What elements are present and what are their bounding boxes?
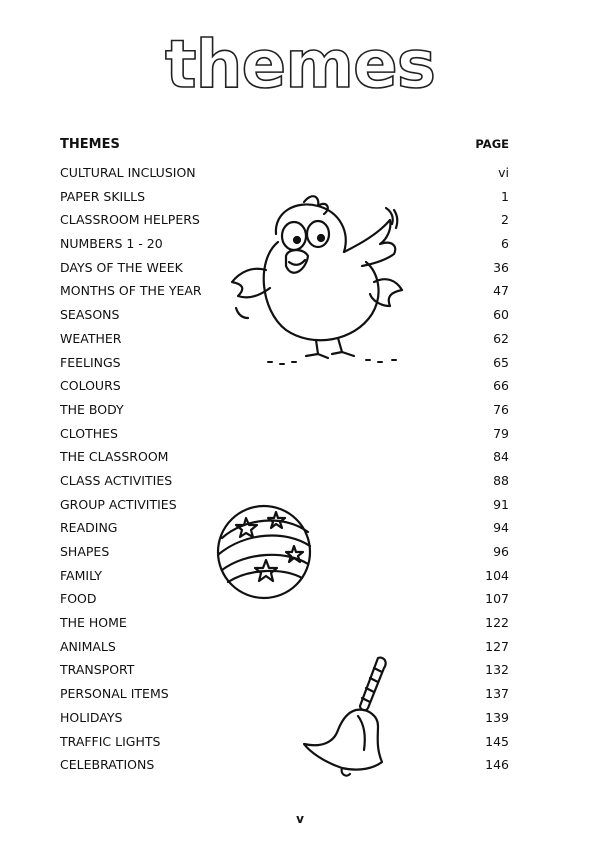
toc-page: 139	[485, 709, 509, 725]
toc-page: 132	[485, 662, 509, 678]
toc-page: 145	[485, 733, 509, 749]
toc-page: 107	[485, 591, 509, 607]
toc-page: 94	[493, 520, 509, 536]
toc-label: FEELINGS	[60, 354, 121, 370]
toc-row	[60, 469, 509, 493]
toc-label: TRAFFIC LIGHTS	[60, 733, 161, 749]
toc-page: vi	[498, 165, 509, 180]
toc-page: 65	[493, 354, 509, 370]
toc-row	[60, 635, 509, 659]
page-title: themes	[164, 26, 436, 103]
toc-label: THE HOME	[60, 615, 127, 631]
toc-page: 84	[493, 449, 509, 465]
toc-label: DAYS OF THE WEEK	[60, 259, 183, 275]
page-column-header: PAGE	[475, 137, 509, 151]
chick-icon	[226, 190, 412, 370]
toc-page: 36	[493, 259, 509, 275]
toc-label: PAPER SKILLS	[60, 188, 146, 204]
toc-page: 79	[493, 425, 509, 441]
toc-page: 88	[493, 472, 509, 488]
toc-label: COLOURS	[60, 378, 121, 394]
toc-row	[60, 161, 509, 185]
toc-row	[60, 445, 509, 469]
toc-page: 146	[485, 757, 509, 773]
page-number: v	[296, 812, 304, 826]
toc-page: 91	[493, 496, 509, 512]
toc-label: CELEBRATIONS	[60, 757, 155, 773]
toc-row	[60, 753, 509, 777]
toc-page: 1	[501, 188, 509, 204]
toc-label: CLASS ACTIVITIES	[60, 472, 173, 488]
toc-label: THE BODY	[60, 401, 124, 417]
toc-label: GROUP ACTIVITIES	[60, 496, 177, 512]
toc-page: 137	[485, 686, 509, 702]
themes-column-header: THEMES	[60, 137, 120, 152]
toc-label: FAMILY	[60, 567, 103, 583]
toc-label: ANIMALS	[60, 638, 116, 654]
toc-row	[60, 682, 509, 706]
toc-page: 6	[501, 236, 509, 252]
toc-row	[60, 398, 509, 422]
toc-page: 127	[485, 638, 509, 654]
toc-page: 66	[493, 378, 509, 394]
toc-label: TRANSPORT	[60, 662, 135, 678]
toc-row	[60, 706, 509, 730]
toc-label: READING	[60, 520, 118, 536]
toc-label: FOOD	[60, 591, 97, 607]
toc-page: 122	[485, 615, 509, 631]
toc-page: 104	[485, 567, 509, 583]
toc-label: CLOTHES	[60, 425, 118, 441]
toc-row	[60, 730, 509, 754]
toc-row	[60, 658, 509, 682]
toc-page: 96	[493, 544, 509, 559]
toc-page: 47	[493, 283, 509, 299]
toc-label: SHAPES	[60, 544, 110, 559]
toc-row	[60, 422, 509, 446]
toc-row	[60, 611, 509, 635]
toc-label: HOLIDAYS	[60, 709, 123, 725]
toc-label: CULTURAL INCLUSION	[60, 165, 196, 180]
toc-page: 76	[493, 401, 509, 417]
toc-label: CLASSROOM HELPERS	[60, 212, 200, 228]
ball-icon	[214, 502, 314, 602]
bell-icon	[298, 654, 402, 778]
toc-label: THE CLASSROOM	[60, 449, 169, 465]
toc-page: 60	[493, 307, 509, 323]
toc-label: PERSONAL ITEMS	[60, 686, 169, 702]
toc-label: WEATHER	[60, 330, 122, 346]
toc-page: 62	[493, 330, 509, 346]
toc-label: SEASONS	[60, 307, 120, 323]
toc-row	[60, 374, 509, 398]
toc-label: MONTHS OF THE YEAR	[60, 283, 202, 299]
toc-label: NUMBERS 1 - 20	[60, 236, 163, 252]
toc-page: 2	[501, 212, 509, 228]
